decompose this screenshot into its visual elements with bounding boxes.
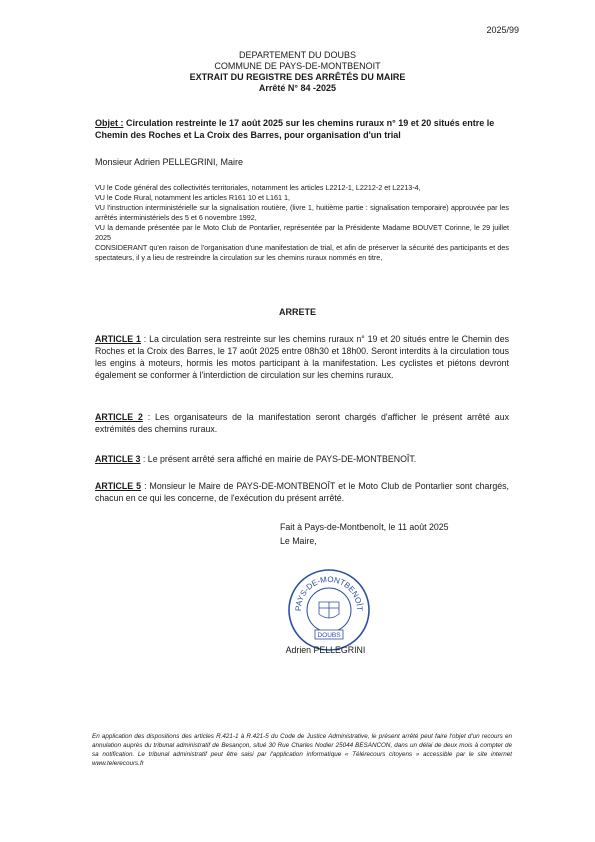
considerations [95, 183, 509, 263]
article-label: ARTICLE 5 [95, 481, 142, 491]
mayor-line: Monsieur Adrien PELLEGRINI, Maire [95, 157, 244, 167]
article-2 [95, 411, 509, 435]
legal-notice: En application des dispositions des articles R.421-1 à R.421-5 du Code de Justice Administrative, le présent arrêté peut faire l'objet d'un recours en annulation auprès du tribunal administratif de Besançon, situé 30 Rue Charles Nodier 25044 BESANCON, dans un délai de deux mois à compter de sa notification. Le tribunal administratif peut être saisi par l'application informatique « Télérecours citoyens » accessible par le site internet www.telerecours.fr [92, 733, 512, 767]
signer-role: Le Maire, [280, 536, 317, 546]
consideration-item: VU le Code général des collectivités territoriales, notamment les articles L2212-1, L2212-2 et L2213-4, [95, 183, 421, 192]
decree-number: Arrêté N° 84 -2025 [258, 83, 337, 93]
article-text: : Les organisateurs de la manifestation seront chargés d'afficher le présent arrêté aux extrémités des chemins ruraux. [95, 412, 509, 434]
place-date: Fait à Pays-de-Montbenoît, le 11 août 2025 [280, 522, 449, 532]
seal-emblem [319, 602, 339, 618]
subject-text: Circulation restreinte le 17 août 2025 sur les chemins ruraux n° 19 et 20 situés entre le Chemin des Roches et La Croix des Barres, pour organisation d'un trial [95, 118, 495, 140]
consideration-item: VU l'instruction interministérielle sur la signalisation routière, (livre 1, huitième partie : signalisation temporaire) approuvée par les arrêtés interministériels des 5 et 6 novembre 1992, [95, 203, 509, 222]
subject [95, 117, 515, 141]
article-3 [95, 453, 509, 465]
document-reference: 2025/99 [486, 25, 519, 35]
decree-title: ARRETE [278, 307, 316, 317]
seal-bottom-text: DOUBS [317, 632, 341, 639]
document-header [0, 50, 595, 94]
commune-line: COMMUNE DE PAYS-DE-MONTBENOIT [214, 61, 381, 71]
article-label: ARTICLE 1 [95, 334, 141, 344]
consideration-item: CONSIDERANT qu'en raison de l'organisation d'une manifestation de trial, et afin de préserver la sécurité des participants et des spectateurs, il y a lieu de restreindre la circulation sur les chemins ruraux nommés en titre, [95, 243, 509, 262]
municipal-seal [287, 568, 371, 652]
signer-name: Adrien PELLEGRINI [285, 645, 366, 655]
article-text: : Le présent arrêté sera affiché en mairie de PAYS-DE-MONTBENOÎT. [140, 454, 417, 464]
consideration-item: VU la demande présentée par le Moto Club de Pontarlier, représentée par la Présidente Madame BOUVET Corinne, le 29 juillet 2025 [95, 223, 509, 242]
consideration-item: VU le Code Rural, notamment les articles R161 10 et L161 1, [95, 193, 290, 202]
article-1 [95, 333, 509, 381]
article-text: : La circulation sera restreinte sur les chemins ruraux n° 19 et 20 situés entre le Chemin des Roches et la Croix des Barres, le 17 août 2025 entre 08h30 et 18h00. Seront interdits à la circulation tous les engins à moteurs, hormis les motos participant à la manifestation. Les cyclistes et piétons devront également se conformer à l'interdiction de circulation sur les chemins ruraux. [95, 334, 509, 380]
article-label: ARTICLE 2 [95, 412, 143, 422]
seal-top-text: PAYS-DE-MONTBENOÎT [293, 574, 365, 612]
subject-label: Objet : [95, 118, 124, 128]
signature-block [280, 520, 449, 548]
article-5 [95, 480, 509, 504]
department-line: DEPARTEMENT DU DOUBS [238, 50, 357, 60]
register-line: EXTRAIT DU REGISTRE DES ARRÊTÉS DU MAIRE [189, 72, 406, 82]
article-label: ARTICLE 3 [95, 454, 141, 464]
article-text: : Monsieur le Maire de PAYS-DE-MONTBENOÎT et le Moto Club de Pontarlier sont chargés, chacun en ce qui les concerne, de l'exécution du présent arrêté. [95, 481, 509, 503]
